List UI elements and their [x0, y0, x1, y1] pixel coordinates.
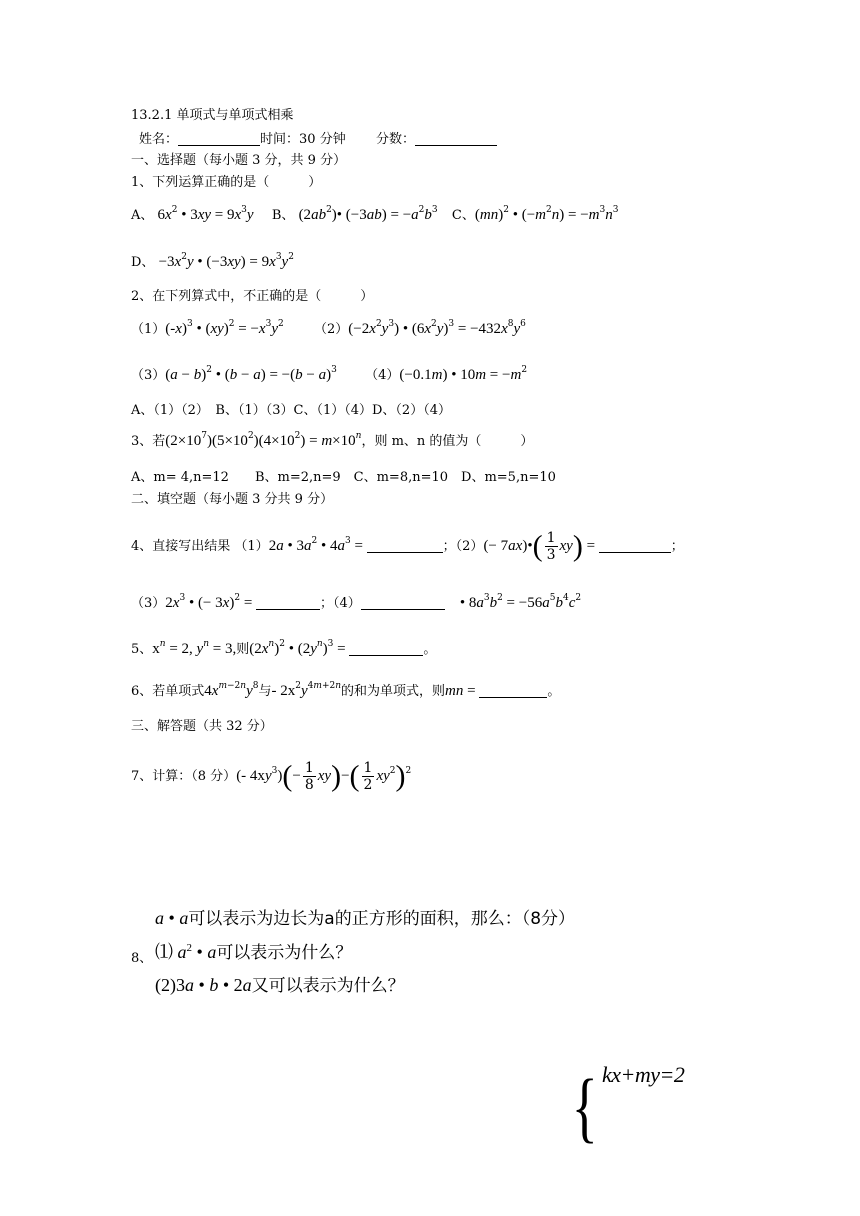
question-4-line-1: 4、直接写出结果 （1）2a • $3a^2$ • $4a^3$ = ；（2）(− 7ax)•( $\frac{1}{3}$ xy) = ； — [131, 529, 684, 563]
score-field[interactable] — [415, 131, 497, 146]
item-3-label: （3） — [131, 368, 166, 383]
q4-end: ； — [670, 539, 684, 554]
q3-prefix: 3、若 — [131, 434, 166, 449]
time-label: 时间：30 分钟 — [260, 132, 346, 147]
question-3-options: A、m= 4,n=12 B、m=2,n=9 C、m=8,n=10 D、m=5,n=10 — [131, 470, 556, 485]
header-row — [139, 131, 497, 149]
q6-end: 。 — [547, 684, 561, 699]
q4-sep: ；（2） — [442, 539, 484, 554]
section-1-heading: 一、选择题（每小题 3 分，共 9 分） — [131, 153, 347, 168]
q5-blank[interactable] — [349, 641, 423, 656]
score-label: 分数： — [375, 132, 415, 147]
q5-end: 。 — [423, 642, 437, 657]
q7-prefix: 7、计算：（8 分） — [131, 769, 237, 784]
q8-intro-text: 可以表示为边长为a的正方形的面积，那么：（8分） — [188, 909, 576, 929]
q4-sep-2: ；（4） — [320, 596, 361, 611]
q6-mid-2: 的和为单项式，则 — [341, 684, 446, 699]
section-3-heading: 三、解答题（共 32 分） — [131, 719, 273, 734]
question-2-options: A、（1）（2） B、（1）（3）C、（1）（4）D、（2）（4） — [131, 403, 451, 418]
q6-mid-1: 与 — [258, 684, 272, 699]
q5-prefix: 5、 — [131, 642, 153, 657]
item-1-label: （1） — [131, 322, 166, 337]
q8-part-2-text: 又可以表示为什么？ — [251, 976, 405, 996]
q4-part-3-label: （3） — [131, 596, 166, 611]
system-equation-1: kx+my=2 — [602, 1062, 685, 1087]
question-4-line-2: $(3)2x^3$ • (− 3x)$^2$ = ；（4） • $8a^3b^2 = -56a^5b^4c^2$ — [131, 593, 582, 611]
q8-part-1-label: ⑴ — [155, 942, 173, 962]
question-1-option-d: D、 $-3x^2y$ • $(-3xy) = 9x^3y^2$ — [131, 252, 294, 270]
q4-blank-2[interactable] — [599, 538, 671, 553]
question-1-options-abc: A、 $6x^2$ • $3xy = 9x^3y$ B、 $(2ab^2)•$ $(-3ab) = -a^2b^3$ C、(mn)$^2$ • $(-m^2n) = -m^3n^3$ — [131, 205, 619, 223]
question-5: 5、$x^n = 2$, $y^n = 3$,则$(2x^n)^2$ • $(2y^n)^3$ = 。 — [131, 639, 437, 657]
question-2-items-1-2: $(1)(-x)^3$ • $(xy)^2 = -x^3y^2$ $(2)(-2x^2y^3)$ • $(6x^2y)^3 = -432x^8y^6$ — [131, 319, 526, 337]
section-2-heading: 二、填空题（每小题 3 分共 9 分） — [131, 492, 334, 507]
q4-blank-3[interactable] — [256, 595, 320, 610]
q8-part-2: (2)3a • b • 2a又可以表示为什么？ — [155, 975, 405, 996]
question-1-stem: 1、下列运算正确的是（ ） — [131, 175, 322, 190]
q4-prefix: 4、直接写出结果 （1） — [131, 539, 269, 554]
question-3-stem: 3、若$(2\times 10^7)(5\times 10^2)(4\times 10^2) = m\times 10^n$，则 m、n 的值为（ ） — [131, 431, 534, 449]
item-2-label: （2） — [314, 322, 349, 337]
question-6: 6、若单项式$4x^{m-2n}y^8$与- $2x^2y^{4m+2n}$的和为单项式，则mn = 。 — [131, 681, 561, 699]
q8-number: 8、 — [131, 951, 153, 966]
q8-part-1: ⑴ $a^2$ • a可以表示为什么？ — [155, 942, 353, 963]
question-2-items-3-4: $(3)(a - b)^2$ • $(b - a) = -(b - a)^3$ （4）(−0.1m) • $10m = -m^2$ — [131, 365, 528, 383]
item-4-label: （4） — [365, 368, 400, 383]
q8-part-2-label: (2) — [155, 975, 176, 995]
option-b-label: B、 — [271, 208, 295, 223]
q6-prefix: 6、若单项式 — [131, 684, 205, 699]
q8-intro: a • a可以表示为边长为a的正方形的面积，那么：（8分） — [155, 908, 576, 929]
option-c-label: C、 — [451, 208, 475, 223]
q4-blank-4[interactable] — [361, 595, 445, 610]
q6-blank[interactable] — [479, 683, 547, 698]
q8-part-1-text: 可以表示为什么？ — [216, 943, 353, 963]
option-d-label: D、 — [131, 255, 155, 270]
option-a-label: A、 — [131, 208, 154, 223]
question-2-stem: 2、在下列算式中，不正确的是（ ） — [131, 289, 374, 304]
q3-suffix: ，则 m、n 的值为（ ） — [361, 434, 534, 449]
name-label: 姓名： — [139, 132, 179, 147]
doc-title: 13.2.1 单项式与单项式相乘 — [131, 108, 294, 123]
q4-blank-1[interactable] — [367, 538, 443, 553]
question-7: 7、计算：（8 分）(- $4xy^3)(-$ $\frac{1}{8}$ xy)−( $\frac{1}{2}$ $xy^2)^2$ — [131, 759, 412, 793]
q5-mid: 则 — [236, 642, 250, 657]
name-field[interactable] — [178, 131, 260, 146]
system-brace: { — [571, 1063, 598, 1150]
